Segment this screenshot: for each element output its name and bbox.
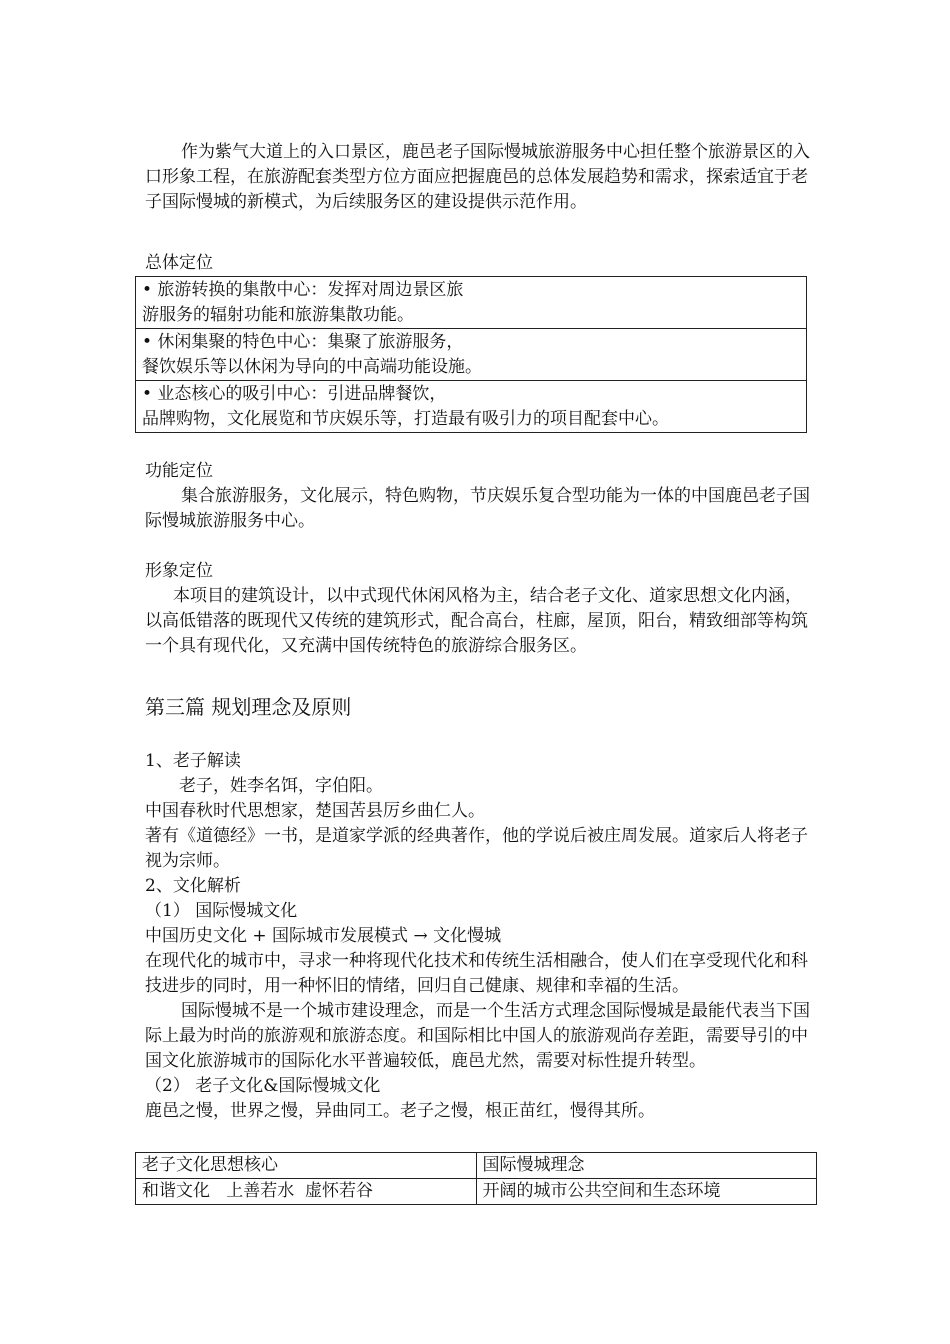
intro-paragraph: 作为紫气大道上的入口景区，鹿邑老子国际慢城旅游服务中心担任整个旅游景区的入口形象工程，在旅游配套类型方位方面应把握鹿邑的总体发展趋势和需求，探索适宜于老子国际慢城的新模式，为后续服务区的建设提供示范作用。 [145,142,810,212]
compare-header-cell: 老子文化思想核心 [136,1153,477,1179]
overall-row [136,277,807,329]
overall-line: • 旅游转换的集散中心：发挥对周边景区旅 [142,280,464,300]
section1-line: 老子，姓李名饵，字伯阳。 [179,776,383,796]
overall-cell [136,277,807,329]
overall-line: 餐饮娱乐等以休闲为导向的中高端功能设施。 [142,357,482,377]
document-page [142,140,817,1205]
compare-header-cell: 国际慢城理念 [476,1153,817,1179]
function-paragraph: 集合旅游服务，文化展示，特色购物，节庆娱乐复合型功能为一体的中国鹿邑老子国际慢城旅游服务中心。 [145,486,810,531]
section1-line: 中国春秋时代思想家，楚国苦县厉乡曲仁人。 [145,801,485,821]
section2-paragraph: 在现代化的城市中，寻求一种将现代化技术和传统生活相融合，使人们在享受现代化和科技进步的同时，用一种怀旧的情绪，回归自己健康、规律和幸福的生活。 [145,951,808,996]
section1-heading: 1、老子解读 [145,751,241,771]
overall-cell [136,329,807,381]
function-heading: 功能定位 [145,461,213,481]
overall-line: 品牌购物，文化展览和节庆娱乐等，打造最有吸引力的项目配套中心。 [142,409,669,429]
compare-header-row [136,1153,817,1179]
overall-heading: 总体定位 [145,253,213,273]
image-heading: 形象定位 [145,561,213,581]
overall-line: • 业态核心的吸引中心：引进品牌餐饮， [142,384,447,404]
compare-cell: 开阔的城市公共空间和生态环境 [476,1179,817,1205]
section2-paragraph: 国际慢城不是一个城市建设理念，而是一个生活方式理念国际慢城是最能代表当下国际上最为时尚的旅游观和旅游态度。和国际相比中国人的旅游观尚存差距，需要导引的中国文化旅游城市的国际化水平普遍较低，鹿邑尤然，需要对标性提升转型。 [145,1001,810,1071]
section2-subheading: （2） 老子文化&国际慢城文化 [145,1076,381,1096]
overall-cell [136,381,807,433]
compare-table [135,1152,817,1205]
formula-line: 中国历史文化 + 国际城市发展模式 → 文化慢城 [145,926,502,946]
overall-table [135,276,807,433]
section2-subheading: （1） 国际慢城文化 [145,901,298,921]
compare-cell: 和谐文化 上善若水 虚怀若谷 [136,1179,477,1205]
chapter-title: 第三篇 规划理念及原则 [145,695,352,719]
image-paragraph: 本项目的建筑设计，以中式现代休闲风格为主，结合老子文化、道家思想文化内涵，以高低错落的既现代又传统的建筑形式，配合高台，柱廊，屋顶，阳台，精致细部等构筑一个具有现代化，又充满中国传统特色的旅游综合服务区。 [145,586,808,656]
overall-line: 游服务的辐射功能和旅游集散功能。 [142,305,414,325]
section2-heading: 2、文化解析 [145,876,241,896]
overall-row [136,329,807,381]
section1-line: 著有《道德经》一书，是道家学派的经典著作，他的学说后被庄周发展。道家后人将老子视为宗师。 [145,826,808,871]
section2-paragraph: 鹿邑之慢，世界之慢，异曲同工。老子之慢，根正苗红，慢得其所。 [145,1101,655,1121]
overall-row [136,381,807,433]
compare-row [136,1179,817,1205]
overall-line: • 休闲集聚的特色中心：集聚了旅游服务， [142,332,464,352]
